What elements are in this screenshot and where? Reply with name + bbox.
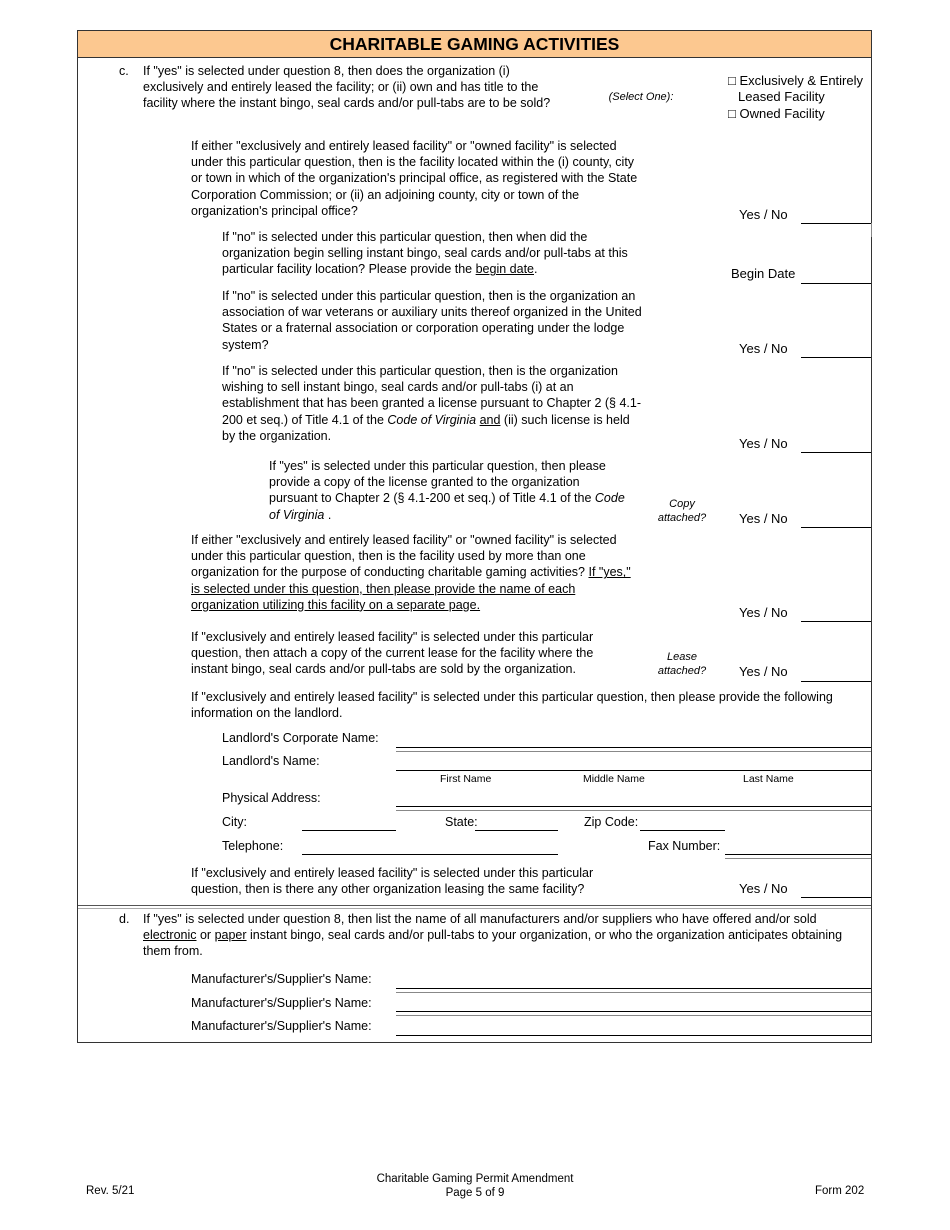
field-separator <box>725 858 871 859</box>
question-shared-text: If either "exclusively and entirely leased facility" or "owned facility" is selected under this particular question, then is the facility used by more than one organization for the purpose of conducting charitable gaming activities? If "yes," is selected under this question, then please provide the name of each organization utilizing this facility on a separate page. <box>191 533 631 612</box>
landlord-corp-label: Landlord's Corporate Name: <box>222 731 379 745</box>
city-field[interactable] <box>302 830 396 831</box>
lease-attached-note: Lease attached? <box>657 651 707 677</box>
first-name-caption: First Name <box>440 773 492 785</box>
state-label: State: <box>445 815 478 829</box>
question-begin-date-text: If "no" is selected under this particular question, then when did the organization begin selling instant bingo, seal cards and/or pull-tabs at this particular facility location? Please provide the begin date. <box>222 230 628 277</box>
lease-answer-field[interactable] <box>801 681 871 682</box>
option-leased-facility[interactable] <box>728 73 863 105</box>
zip-label: Zip Code: <box>584 815 639 829</box>
option-leased-line1: □ Exclusively & Entirely <box>728 73 864 88</box>
question-license-text: If "no" is selected under this particular question, then is the organization wishing to sell instant bingo, seal cards and/or pull-tabs (i) at an establishment that has been granted a license pursuant to Chapter 2 (§ 4.1-200 et seq.) of Title 4.1 of the Code of Virginia and (ii) such license is held by the organization. <box>222 364 642 443</box>
location-answer-field[interactable] <box>801 223 871 224</box>
field-separator <box>396 751 871 752</box>
footer-center <box>300 1172 650 1200</box>
veterans-answer-field[interactable] <box>801 357 871 358</box>
question-copy-text: If "yes" is selected under this particular question, then please provide a copy of the license granted to the organization pursuant to Chapter 2 (§ 4.1-200 et seq.) of Title 4.1 of the Code of Virginia . <box>269 459 625 522</box>
footer-title: Charitable Gaming Permit Amendment <box>376 1173 574 1185</box>
supplier-field-2[interactable] <box>396 1011 871 1012</box>
section-c-marker: c. <box>119 64 129 78</box>
begin-date-label: Begin Date <box>731 266 796 281</box>
option-leased-line2: Leased Facility <box>738 89 825 105</box>
section-divider <box>78 905 871 906</box>
other-org-yes-no: Yes / No <box>739 881 788 896</box>
veterans-yes-no: Yes / No <box>739 341 788 356</box>
field-separator <box>396 992 871 993</box>
license-yes-no: Yes / No <box>739 436 788 451</box>
question-lease-text: If "exclusively and entirely leased facility" is selected under this particular question, then attach a copy of the current lease for the facility where the instant bingo, seal cards and/or pull-tabs are sold by the organization. <box>191 630 594 677</box>
landlord-corp-field[interactable] <box>396 747 871 748</box>
field-divider <box>871 223 872 237</box>
zip-field[interactable] <box>640 830 725 831</box>
copy-attached-note: Copy attached? <box>657 498 707 524</box>
address-field[interactable] <box>396 806 871 807</box>
middle-name-caption: Middle Name <box>583 773 645 785</box>
copy-answer-field[interactable] <box>801 527 871 528</box>
phone-label: Telephone: <box>222 839 284 853</box>
license-answer-field[interactable] <box>801 452 871 453</box>
fax-label: Fax Number: <box>648 839 721 853</box>
question-location-text: If either "exclusively and entirely leased facility" or "owned facility" is selected under this particular question, then is the facility located within the (i) county, city or town in which of the organization's principal office, as registered with the State Corporation Commission; or (ii) an adjoining county, city or town of the organization's principal office? <box>191 139 638 218</box>
supplier-label-1: Manufacturer's/Supplier's Name: <box>191 972 372 986</box>
field-separator <box>396 810 871 811</box>
copy-yes-no: Yes / No <box>739 511 788 526</box>
section-d-marker: d. <box>119 912 130 926</box>
other-org-answer-field[interactable] <box>801 897 871 898</box>
last-name-caption: Last Name <box>743 773 794 785</box>
supplier-label-3: Manufacturer's/Supplier's Name: <box>191 1019 372 1033</box>
location-yes-no: Yes / No <box>739 207 788 222</box>
footer-form-number: Form 202 <box>815 1185 865 1197</box>
landlord-name-label: Landlord's Name: <box>222 754 320 768</box>
footer-page-number: Page 5 of 9 <box>445 1187 505 1199</box>
state-field[interactable] <box>475 830 558 831</box>
phone-field[interactable] <box>302 854 558 855</box>
question-landlord-text: If "exclusively and entirely leased facility" is selected under this particular question, then please provide the following information on the landlord. <box>191 690 833 721</box>
begin-date-field[interactable] <box>801 283 871 284</box>
section-divider-inner <box>78 908 871 909</box>
question-other-org-text: If "exclusively and entirely leased facility" is selected under this particular question, then is there any other organization leasing the same facility? <box>191 866 594 897</box>
landlord-name-field[interactable] <box>396 770 871 771</box>
supplier-label-2: Manufacturer's/Supplier's Name: <box>191 996 372 1010</box>
fax-field[interactable] <box>725 854 871 855</box>
question-c-text: If "yes" is selected under question 8, then does the organization (i) exclusively and entirely leased the facility; or (ii) own and has title to the facility where the instant bingo, seal cards and/or pull-tabs are to be sold? <box>143 64 551 111</box>
shared-yes-no: Yes / No <box>739 605 788 620</box>
field-separator <box>396 1015 871 1016</box>
supplier-field-3[interactable] <box>396 1035 871 1036</box>
section-header: CHARITABLE GAMING ACTIVITIES <box>78 31 871 58</box>
footer-revision: Rev. 5/21 <box>86 1185 135 1197</box>
select-one-note: (Select One): <box>608 91 674 103</box>
question-veterans-text: If "no" is selected under this particular question, then is the organization an association of war veterans or auxiliary units thereof organized in the United States or a fraternal association or corporation operating under the lodge system? <box>222 289 642 352</box>
lease-yes-no: Yes / No <box>739 664 788 679</box>
city-label: City: <box>222 815 247 829</box>
address-label: Physical Address: <box>222 791 321 805</box>
supplier-field-1[interactable] <box>396 988 871 989</box>
option-owned-facility[interactable]: □ Owned Facility <box>728 106 825 121</box>
shared-answer-field[interactable] <box>801 621 871 622</box>
question-d-text: If "yes" is selected under question 8, then list the name of all manufacturers and/or suppliers who have offered and/or sold electronic or paper instant bingo, seal cards and/or pull-tabs to your organization, or who the organization anticipates obtaining them from. <box>143 912 843 959</box>
